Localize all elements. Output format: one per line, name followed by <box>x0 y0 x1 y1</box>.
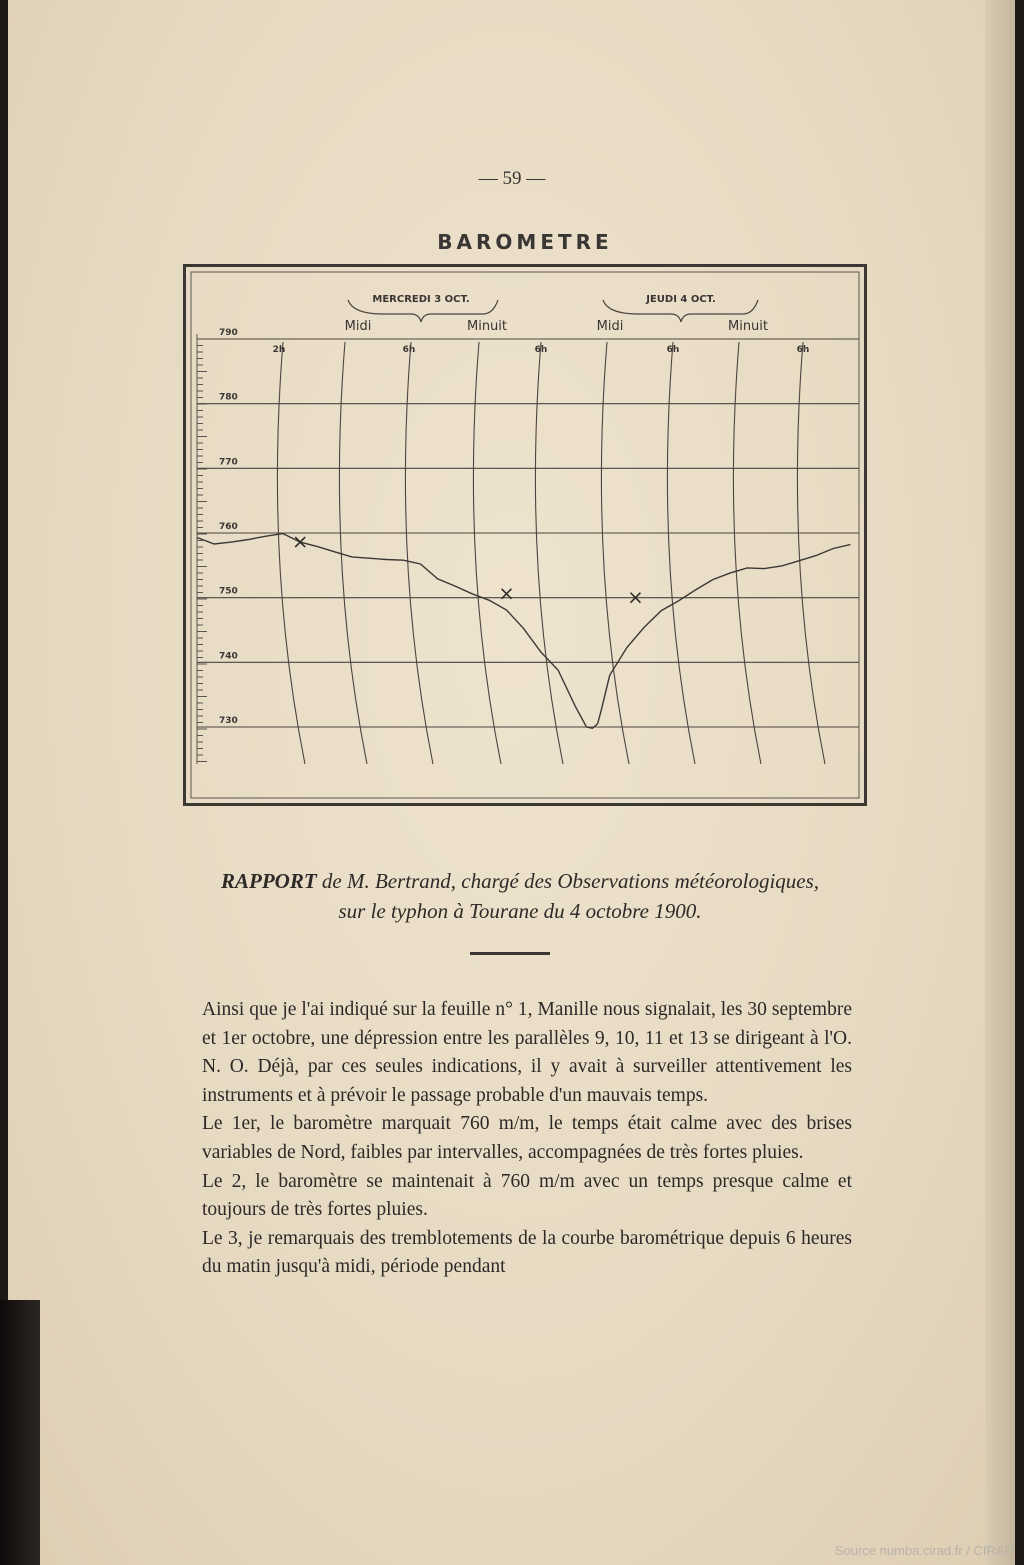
y-tick-label: 780 <box>219 392 238 403</box>
day-header-2 <box>597 294 768 334</box>
report-body <box>202 996 852 1282</box>
sub-label-minuit-2: Minuit <box>727 319 769 334</box>
hour-labels <box>273 345 810 355</box>
chart-title: BAROMETRE <box>437 230 613 254</box>
time-gridline <box>601 342 629 764</box>
paragraph-3: Le 2, le baromètre se maintenait à 760 m/m avec un temps presque calme et toujours de très fortes pluies. <box>202 1170 852 1221</box>
curved-time-gridlines <box>277 342 825 764</box>
y-tick-label: 750 <box>219 586 238 597</box>
caption-line-1 <box>150 866 890 896</box>
chart-frame-inner <box>191 272 859 798</box>
y-tick-label: 730 <box>219 716 238 726</box>
pressure-series-line <box>197 534 850 729</box>
caption-line-1-text: de M. Bertrand, chargé des Observations météorologiques, <box>316 869 820 893</box>
curve-marker <box>295 537 305 547</box>
time-gridline <box>473 342 501 764</box>
y-tick-label: 790 <box>219 328 238 338</box>
hour-label: 6h <box>402 345 416 355</box>
y-tick-labels <box>219 328 238 726</box>
sub-label-midi-1: Midi <box>344 319 372 334</box>
day-label-mercredi: MERCREDI 3 OCT. <box>372 294 470 305</box>
hour-label: 2h <box>272 345 286 355</box>
hour-label: 6h <box>796 345 810 355</box>
separator-rule <box>470 952 550 955</box>
caption-line-2: sur le typhon à Tourane du 4 octobre 1900. <box>338 899 702 923</box>
y-tick-label: 740 <box>219 651 238 662</box>
marker-group <box>295 537 640 603</box>
y-tick-label: 770 <box>219 457 238 468</box>
day-label-jeudi: JEUDI 4 OCT. <box>646 294 716 305</box>
sub-label-midi-2: Midi <box>596 319 624 334</box>
sub-label-minuit-1: Minuit <box>466 319 508 334</box>
time-gridline <box>667 342 695 764</box>
horizontal-gridlines <box>197 339 859 727</box>
hour-label: 6h <box>534 345 548 355</box>
time-gridline <box>339 342 367 764</box>
hour-label: 6h <box>666 345 680 355</box>
barometer-chart <box>183 264 867 806</box>
ruler-ticks <box>197 339 207 762</box>
paragraph-1: Ainsi que je l'ai indiqué sur la feuille n° 1, Manille nous signalait, les 30 septembre et 1er octobre, une dépression entre les parallèles 9, 10, 11 et 13 se dirigeant à l'O. N. O. Déjà, par ces seules indications, il y avait à surveiller attentivement les instruments et à prévoir le passage probable d'un mauvais temps. <box>202 999 852 1106</box>
paragraph-2: Le 1er, le baromètre marquait 760 m/m, le temps était calme avec des brises variables de Nord, faibles par intervalles, accompagnées de très fortes pluies. <box>202 1113 852 1163</box>
time-gridline <box>277 342 305 764</box>
time-gridline <box>402 342 433 764</box>
page-number: — 59 — <box>478 168 546 189</box>
time-gridline <box>535 342 563 764</box>
time-gridline <box>733 342 761 764</box>
paragraph-4: Le 3, je remarquais des tremblotements de la courbe barométrique depuis 6 heures du matin jusqu'à midi, période pendant <box>202 1227 852 1278</box>
caption-rapport: RAPPORT <box>220 869 317 893</box>
book-spine <box>0 1300 40 1565</box>
day-header-1 <box>345 294 507 334</box>
y-tick-label: 760 <box>219 522 238 532</box>
source-credit: Source numba.cirad.fr / CIRAD <box>834 1543 1014 1558</box>
